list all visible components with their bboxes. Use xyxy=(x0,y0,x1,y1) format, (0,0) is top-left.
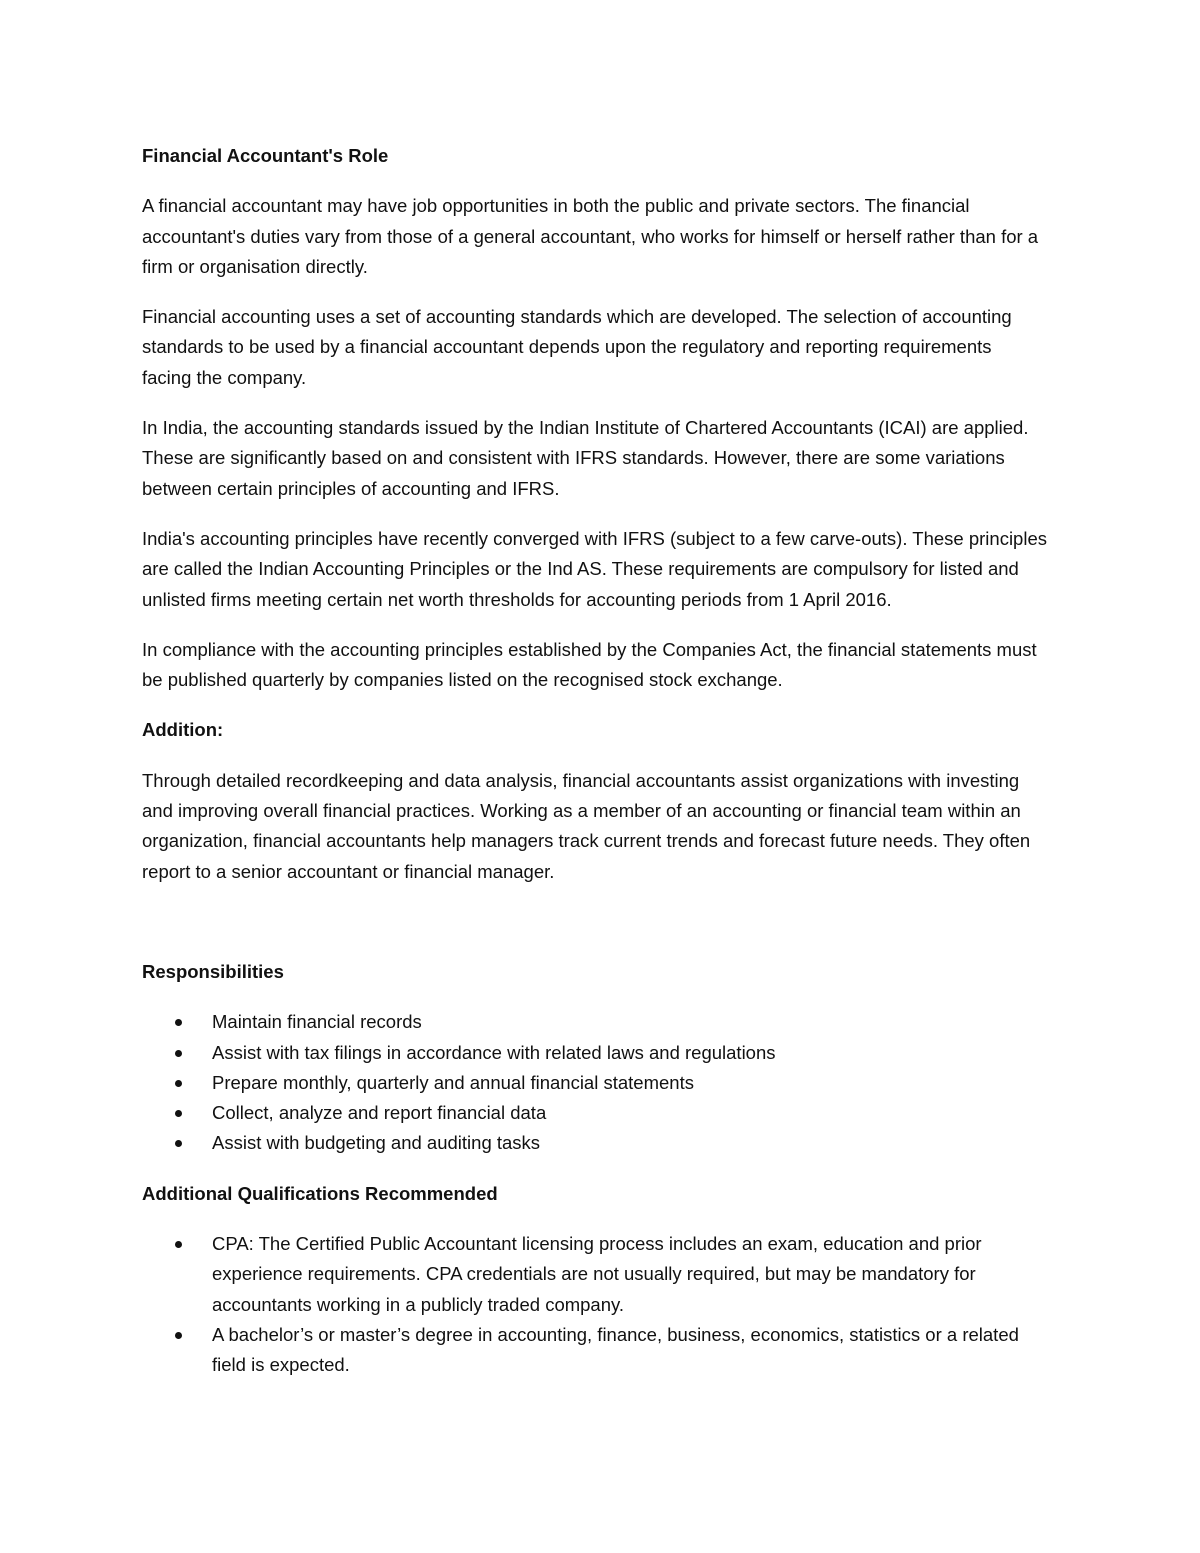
bullet-icon xyxy=(175,1019,182,1026)
document-title: Financial Accountant's Role xyxy=(142,145,389,166)
addition-heading: Addition: xyxy=(142,719,224,741)
paragraph-companies-act: In compliance with the accounting principles established by the Companies Act, the financial statements must be published quarterly by companies listed on the recognised stock exchange. xyxy=(142,638,1037,691)
bullet-icon xyxy=(175,1050,182,1057)
document-body xyxy=(142,141,1057,1381)
responsibilities-list xyxy=(142,1007,1057,1158)
list-item: Assist with tax filings in accordance with related laws and regulations xyxy=(142,1038,1057,1068)
bullet-icon xyxy=(175,1332,182,1339)
responsibilities-heading: Responsibilities xyxy=(142,960,284,982)
qualifications-heading: Additional Qualifications Recommended xyxy=(142,1182,498,1204)
list-item: Collect, analyze and report financial data xyxy=(142,1098,1057,1128)
paragraph-ind-as: India's accounting principles have recently converged with IFRS (subject to a few carve-outs). These principles are called the Indian Accounting Principles or the Ind AS. These requirements are compulsory for listed and unlisted firms meeting certain net worth thresholds for accounting periods from 1 April 2016. xyxy=(142,527,1047,610)
paragraph-india-icai: In India, the accounting standards issued by the Indian Institute of Chartered Accountants (ICAI) are applied. These are significantly based on and consistent with IFRS standards. However, there are some variations between certain principles of accounting and IFRS. xyxy=(142,417,1029,499)
list-item: CPA: The Certified Public Accountant licensing process includes an exam, education and prior experience requirements. CPA credentials are not usually required, but may be mandatory for accountants working in a publicly traded company. xyxy=(142,1229,1032,1320)
qualifications-list xyxy=(142,1229,1032,1380)
list-item: Prepare monthly, quarterly and annual financial statements xyxy=(142,1068,1057,1098)
list-item: A bachelor’s or master’s degree in accounting, finance, business, economics, statistics or a related field is expected. xyxy=(142,1320,1032,1381)
paragraph-standards: Financial accounting uses a set of accounting standards which are developed. The selection of accounting standards to be used by a financial accountant depends upon the regulatory and reporting requirements facing the company. xyxy=(142,306,1012,388)
bullet-icon xyxy=(175,1241,182,1248)
list-item: Assist with budgeting and auditing tasks xyxy=(142,1128,1057,1158)
paragraph-role-overview: A financial accountant may have job opportunities in both the public and private sectors. The financial accountant's duties vary from those of a general accountant, who works for himself or herself rather than for a firm or organisation directly. xyxy=(142,195,1039,277)
bullet-icon xyxy=(175,1110,182,1117)
bullet-icon xyxy=(175,1080,182,1087)
addition-paragraph: Through detailed recordkeeping and data analysis, financial accountants assist organizations with investing and improving overall financial practices. Working as a member of an accounting or financial team within an organization, financial accountants help managers track current trends and forecast future needs. They often report to a senior accountant or financial manager. xyxy=(142,769,1031,882)
list-item: Maintain financial records xyxy=(142,1007,1057,1037)
bullet-icon xyxy=(175,1140,182,1147)
